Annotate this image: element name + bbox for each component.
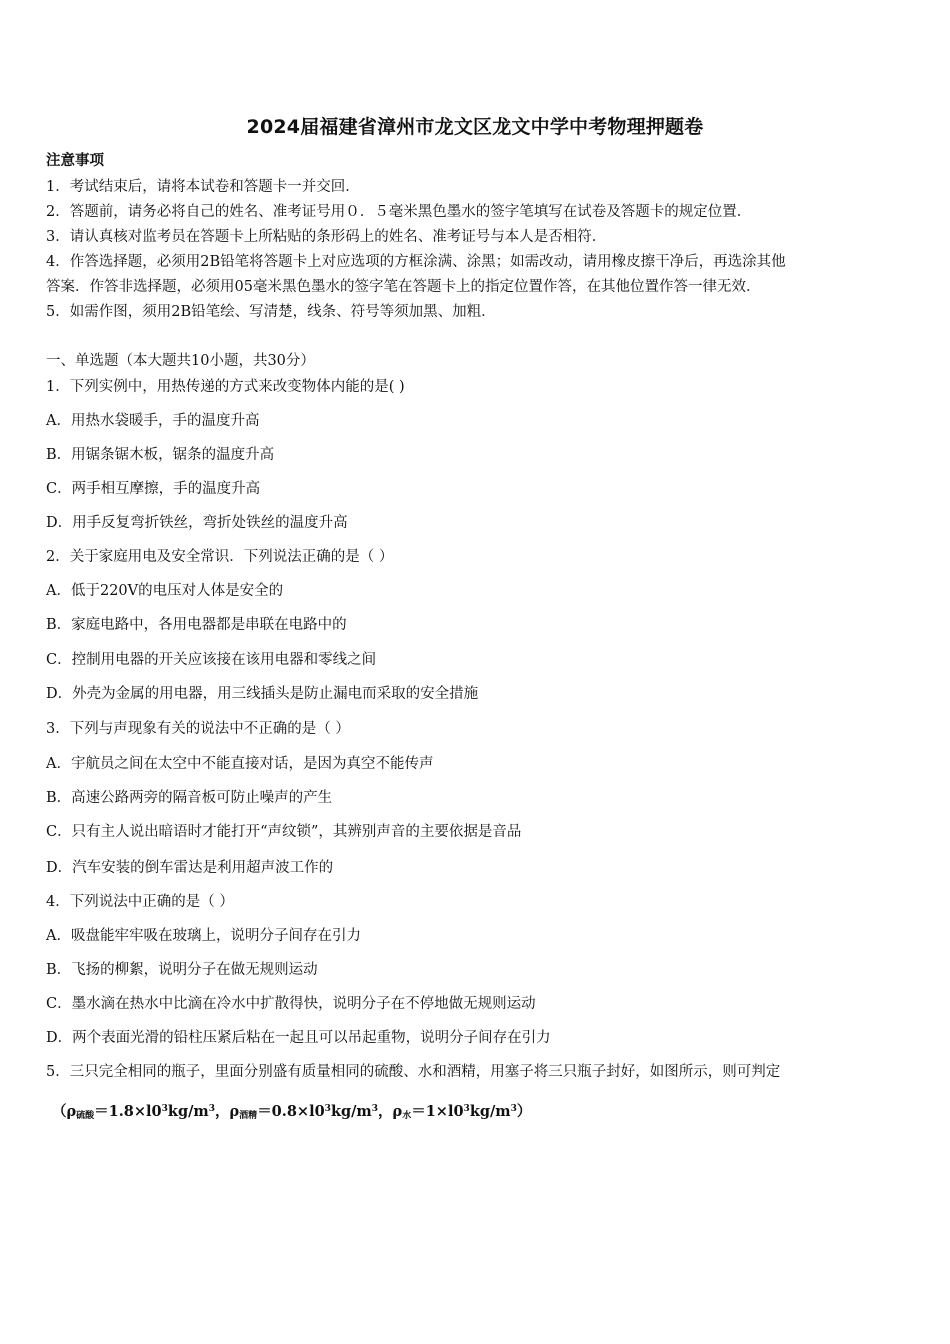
question-stem: 1．下列实例中，用热传递的方式来改变物体内能的是( ) [46,379,405,395]
question-stem: 4．下列说法中正确的是（ ） [46,894,234,910]
page-title: 2024届福建省漳州市龙文区龙文中学中考物理押题卷 [246,116,704,138]
question-option: A．低于220V的电压对人体是安全的 [46,583,284,599]
notice-item: 答案．作答非选择题，必须用05毫米黑色墨水的签字笔在答题卡上的指定位置作答，在其他位置作答一律无效． [46,279,761,295]
question-option: C．控制用电器的开关应该接在该用电器和零线之间 [46,652,377,668]
question-option: D．外壳为金属的用电器，用三线插头是防止漏电而采取的安全措施 [46,686,479,702]
notice-item: 3．请认真核对监考员在答题卡上所粘贴的条形码上的姓名、准考证号与本人是否相符． [46,229,607,245]
notice-item: 2．答题前，请务必将自己的姓名、准考证号用０．５毫米黑色墨水的签字笔填写在试卷及答题卡的规定位置． [46,204,752,220]
question-option: B．飞扬的柳絮，说明分子在做无规则运动 [46,962,318,978]
question-option: A．用热水袋暖手，手的温度升高 [46,413,260,429]
question-option: C．两手相互摩擦，手的温度升高 [46,481,261,497]
question-option: D．两个表面光滑的铅柱压紧后粘在一起且可以吊起重物，说明分子间存在引力 [46,1030,551,1046]
section-heading: 一、单选题（本大题共10小题，共30分） [46,353,315,369]
notice-item: 1．考试结束后，请将本试卷和答题卡一并交回． [46,179,360,195]
question-option: C．墨水滴在热水中比滴在冷水中扩散得快，说明分子在不停地做无规则运动 [46,996,536,1012]
question-option: D．汽车安装的倒车雷达是利用超声波工作的 [46,860,334,876]
question-stem: 3．下列与声现象有关的说法中不正确的是（ ） [46,721,350,737]
notice-item: 4．作答选择题，必须用2B铅笔将答题卡上对应选项的方框涂满、涂黑；如需改动，请用橡皮擦干净后，再选涂其他 [46,254,786,270]
question-option: A．吸盘能牢牢吸在玻璃上，说明分子间存在引力 [46,928,361,944]
density-formula: （$\rho_{硫酸}=1.8\times l0^3kg/m^3$，$\rho_{酒精}=0.8\times l0^3kg/m^3$，$\rho_水=1\times l0^3kg/m^3$） [52,1103,532,1121]
question-option: D．用手反复弯折铁丝，弯折处铁丝的温度升高 [46,515,348,531]
question-option: B．家庭电路中，各用电器都是串联在电路中的 [46,617,347,633]
notice-heading: 注意事项 [46,152,104,169]
question-option: B．用锯条锯木板，锯条的温度升高 [46,447,275,463]
question-stem: 2．关于家庭用电及安全常识．下列说法正确的是（ ） [46,549,394,565]
notice-item: 5．如需作图，须用2B铅笔绘、写清楚，线条、符号等须加黑、加粗． [46,304,496,320]
question-option: C．只有主人说出暗语时才能打开“声纹锁”，其辨别声音的主要依据是音品 [46,824,522,840]
question-option: B．高速公路两旁的隔音板可防止噪声的产生 [46,790,333,806]
question-stem: 5．三只完全相同的瓶子，里面分别盛有质量相同的硫酸、水和酒精，用塞子将三只瓶子封好，如图所示，则可判定 [46,1064,781,1080]
question-option: A．宇航员之间在太空中不能直接对话，是因为真空不能传声 [46,756,434,772]
